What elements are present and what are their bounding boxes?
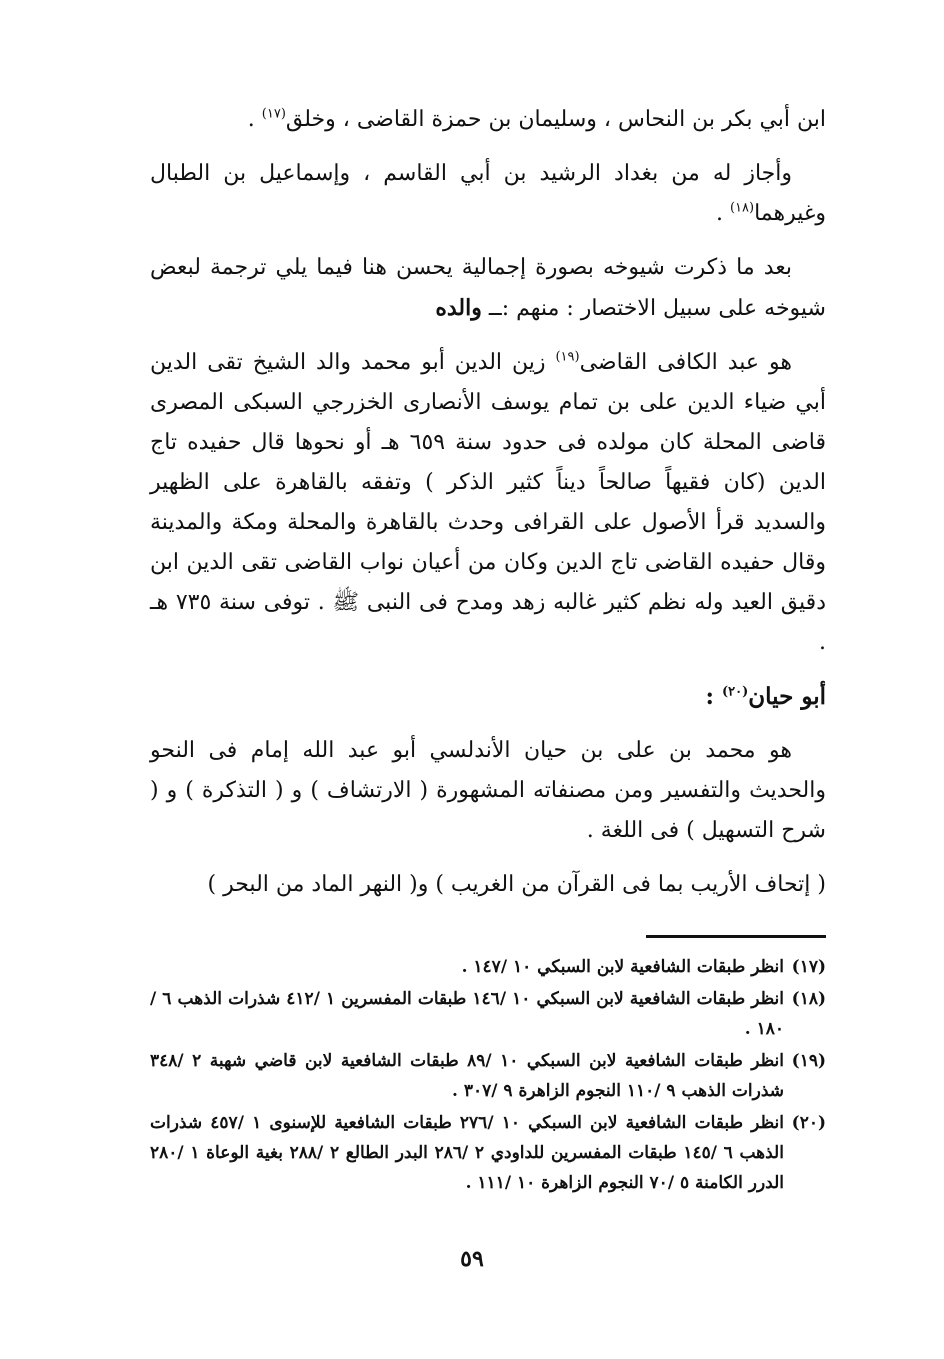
footnote-text: انظر طبقات الشافعية لابن السبكي ١٠ /١٤٦ طبقات المفسرين ١ /٤١٢ شذرات الذهب ٦ /١٨٠ . [150, 989, 784, 1039]
footnote-ref-18: (١٨) [729, 200, 755, 216]
footnote-18 [150, 984, 826, 1044]
paragraph-5-text: هو محمد بن على بن حيان الأندلسي أبو عبد الله إمام فى النحو والحديث والتفسير ومن مصنفاته المشهورة ( الارتشاف ) و ( التذكرة ) و ( شرح التسهيل ) فى اللغة . [150, 738, 826, 843]
footnote-20 [150, 1108, 826, 1198]
footnote-19 [150, 1046, 826, 1106]
paragraph-3 [150, 248, 826, 329]
page-number: ٥٩ [460, 1246, 484, 1272]
paragraph-3-bold: والده [435, 295, 482, 321]
footnote-17 [150, 952, 826, 982]
footnote-text: انظر طبقات الشافعية لابن السبكي ١٠ /٢٧٦ طبقات الشافعية للإسنوى ١ /٤٥٧ شذرات الذهب ٦ /١٤٥ طبقات المفسرين للداودي ٢ /٢٨٦ البدر الطالع ٢ /٢٨٨ بغية الوعاة ١ /٢٨٠ الدرر الكامنة ٥ /٧٠ النجوم الزاهرة ١٠ /١١١ . [150, 1113, 784, 1193]
paragraph-2 [150, 154, 826, 234]
paragraph-3-text: بعد ما ذكرت شيوخه بصورة إجمالية يحسن هنا فيما يلي ترجمة لبعض شيوخه على سبيل الاختصار : منهم :ــ [150, 255, 826, 321]
footnote-ref-17: (١٧) [261, 106, 286, 122]
footnote-number: (٢٠) [791, 1113, 826, 1133]
footnote-divider [646, 935, 826, 938]
paragraph-5 [150, 731, 826, 851]
paragraph-4-text: هو عبد الكافى القاضى [579, 350, 792, 375]
footnote-ref-19: (١٩) [555, 349, 580, 365]
paragraph-2-tail: . [715, 201, 730, 226]
footnote-number: (١٧) [791, 957, 826, 977]
paragraph-6-text: ( إتحاف الأريب بما فى القرآن من الغريب ) و( النهر الماد من البحر ) [207, 872, 826, 897]
paragraph-6 [150, 865, 826, 905]
paragraph-2-text: وأجاز له من بغداد الرشيد بن أبي القاسم ، وإسماعيل بن الطبال وغيرهما [150, 161, 826, 226]
section-heading [150, 677, 826, 717]
paragraph-1-tail: . [247, 107, 262, 132]
page-body [150, 100, 826, 1200]
paragraph-4 [150, 343, 826, 663]
footnote-text: انظر طبقات الشافعية لابن السبكي ١٠ /١٤٧ . [461, 957, 784, 977]
footnote-number: (١٩) [791, 1051, 826, 1071]
footnote-number: (١٨) [791, 989, 826, 1009]
section-heading-text: أبو حيان [748, 683, 826, 710]
section-heading-tail: : [705, 683, 722, 710]
paragraph-1-text: ابن أبي بكر بن النحاس ، وسليمان بن حمزة القاضى ، وخلق [285, 107, 826, 132]
footnotes [150, 952, 826, 1198]
paragraph-1 [150, 100, 826, 140]
paragraph-4-tail: زين الدين أبو محمد والد الشيخ تقى الدين أبي ضياء الدين على بن تمام يوسف الأنصارى الخزرجي السبكى المصرى قاضى المحلة كان مولده فى حدود سنة ٦٥٩ هـ أو نحوها قال حفيده تاج الدين (كان فقيهاً صالحاً ديناً كثير الذكر ) وتفقه بالقاهرة على الظهير والسديد قرأ الأصول على القرافى وحدث بالقاهرة والمحلة ومكة والمدينة وقال حفيده القاضى تاج الدين وكان من أعيان نواب القاضى تقى الدين ابن دقيق العيد وله نظم كثير غالبه زهد ومدح فى النبى ﷺ . توفى سنة ٧٣٥ هـ . [150, 350, 826, 655]
footnote-ref-20: (٢٠) [721, 684, 749, 700]
footnote-text: انظر طبقات الشافعية لابن السبكي ١٠ /٨٩ طبقات الشافعية لابن قاضي شهبة ٢ /٣٤٨ شذرات الذهب ٩ /١١٠ النجوم الزاهرة ٩ /٣٠٧ . [150, 1051, 784, 1101]
